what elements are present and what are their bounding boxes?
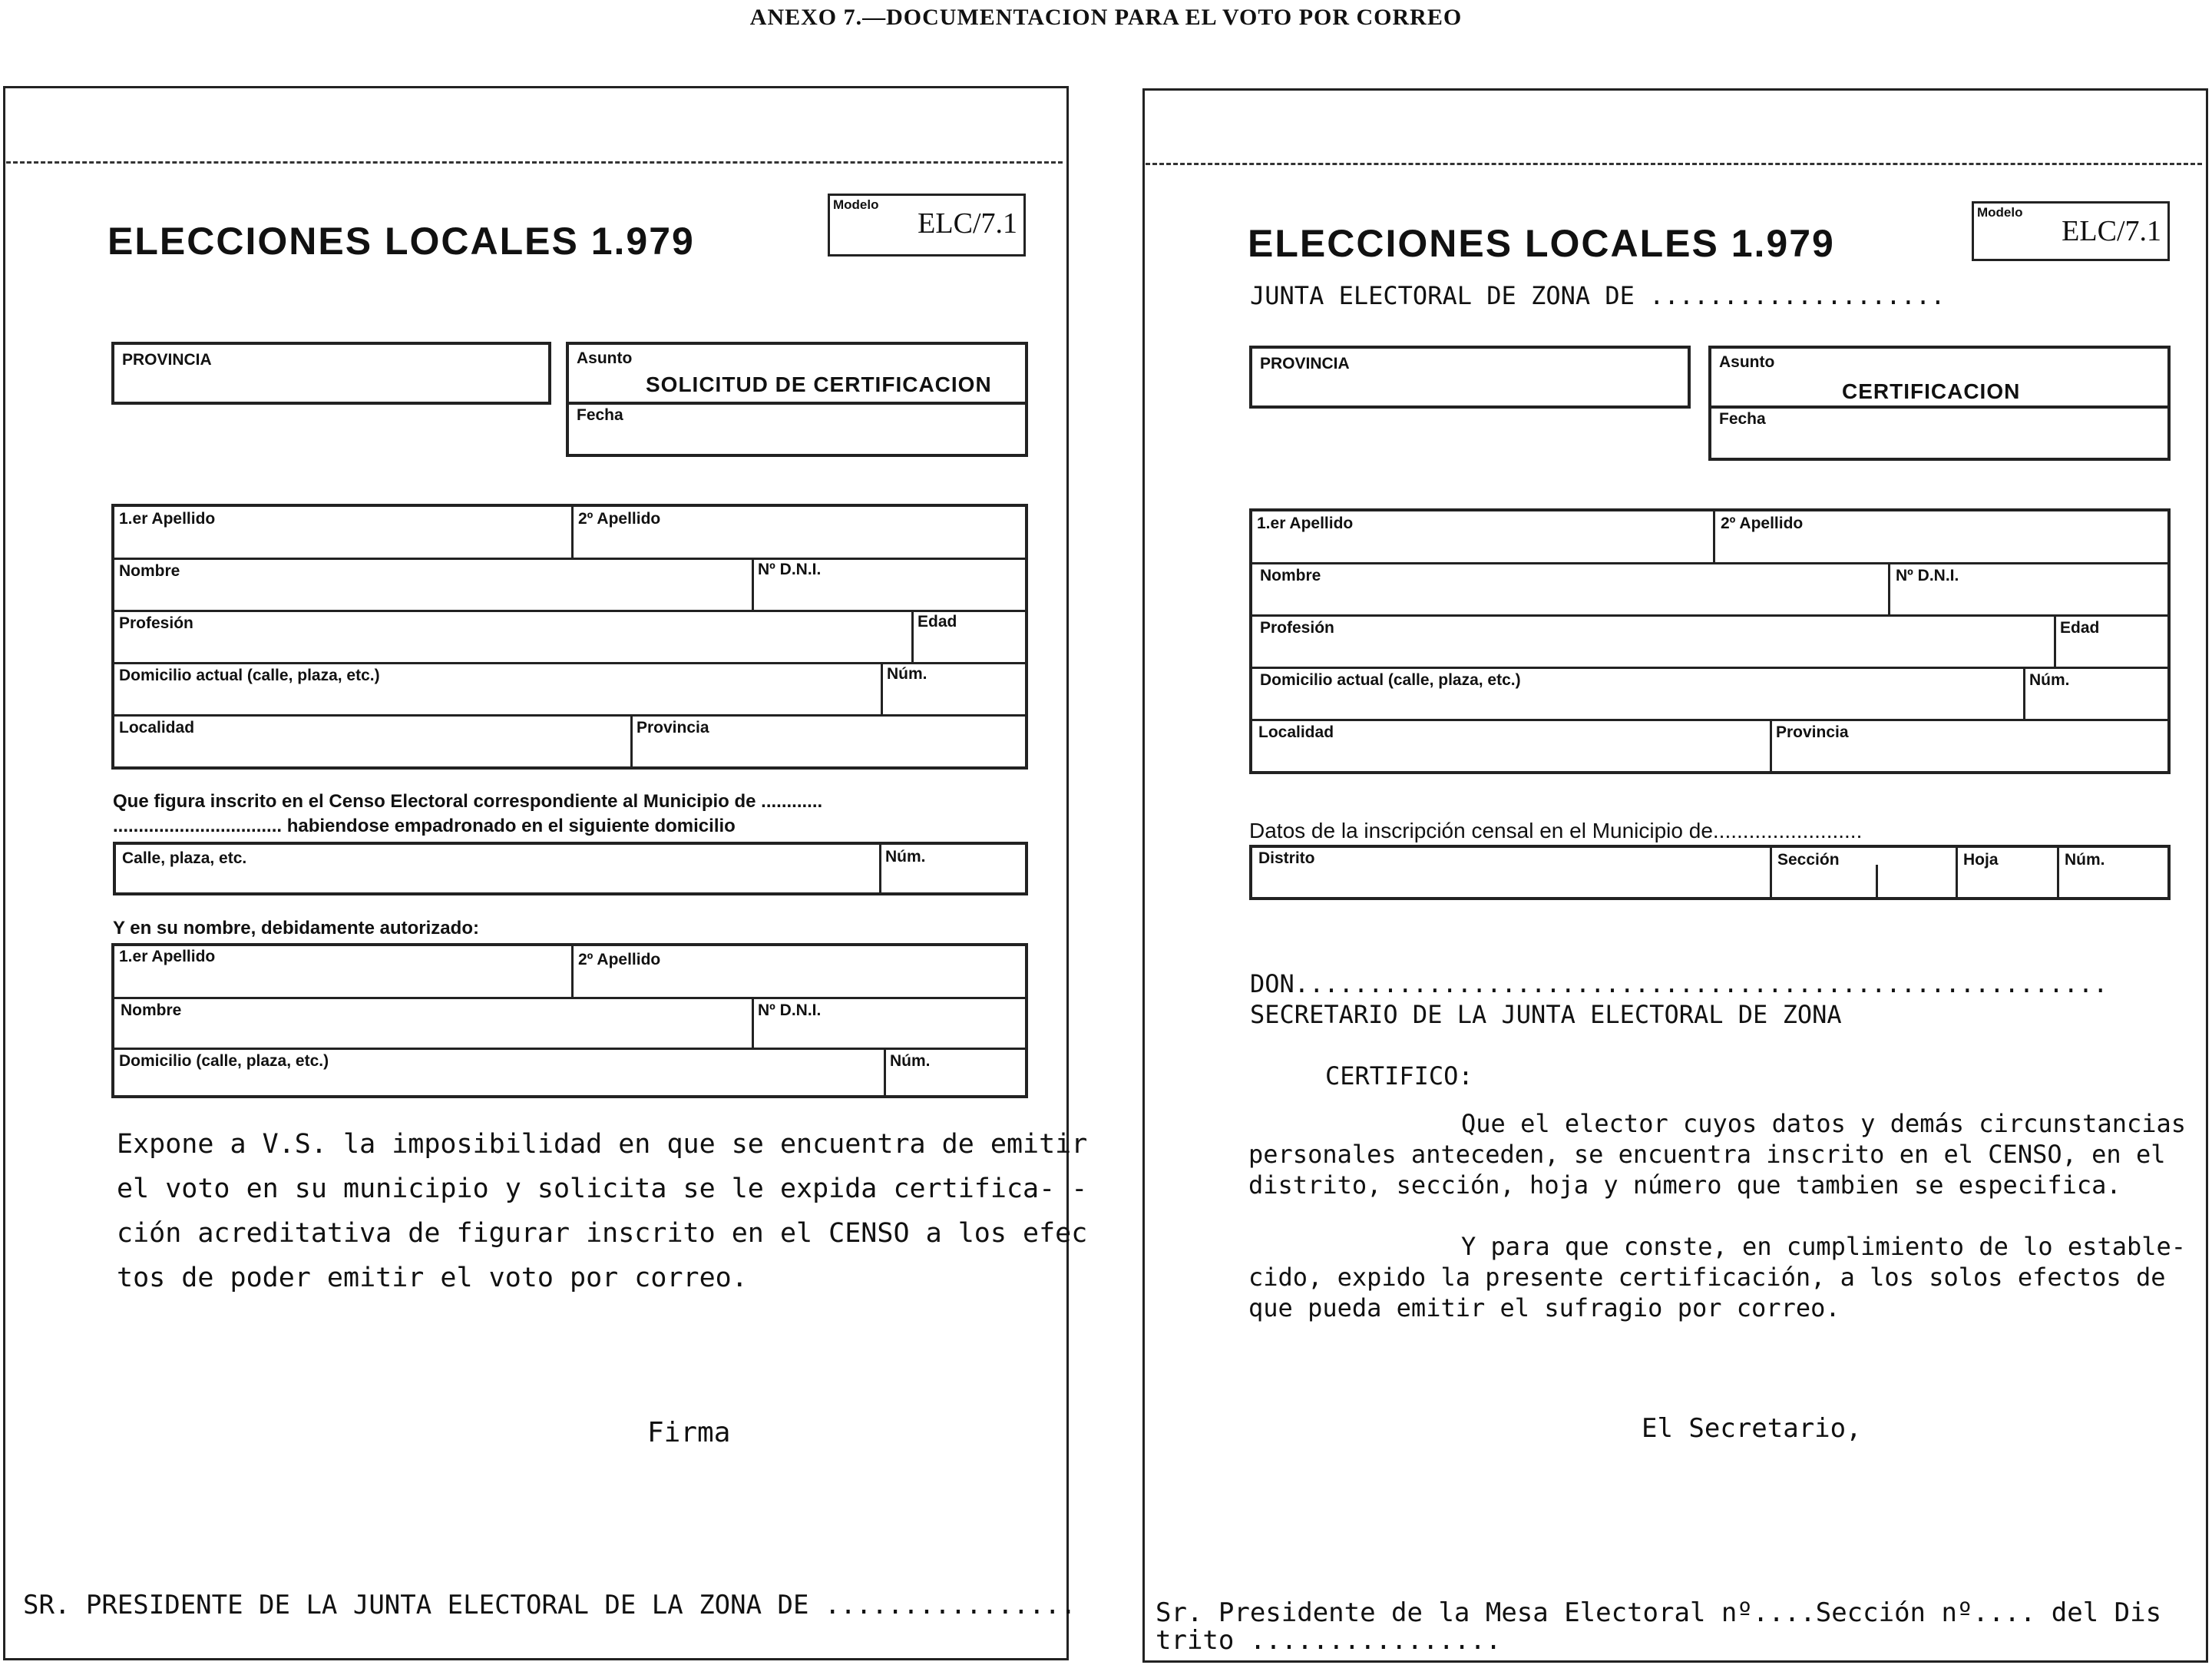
- modelo-box: [1972, 201, 2170, 261]
- num3-label: Núm.: [890, 1052, 931, 1070]
- dnib-label: Nº D.N.I.: [758, 1001, 822, 1019]
- provincia2-label: Provincia: [1776, 723, 1849, 741]
- divider: [881, 662, 883, 714]
- form-heading: ELECCIONES LOCALES 1.979: [107, 220, 695, 263]
- para2-line: que pueda emitir el sufragio por correo.: [1248, 1293, 1840, 1322]
- para2-line: cido, expido la presente certificación, a los solos efectos de: [1248, 1263, 2166, 1292]
- edad-label: Edad: [918, 613, 957, 631]
- edad-label: Edad: [2060, 619, 2100, 637]
- apellido2-label: 2º Apellido: [1721, 515, 1804, 532]
- num2-label: Núm.: [2065, 851, 2105, 869]
- nombre-label: Nombre: [119, 562, 180, 580]
- junta-line: JUNTA ELECTORAL DE ZONA DE ....................: [1250, 281, 1946, 310]
- apellido1-label: 1.er Apellido: [119, 510, 216, 528]
- datos-line: Datos de la inscripción censal en el Municipio de.........................: [1249, 819, 1863, 842]
- asunto-box: [566, 342, 1028, 457]
- divider: [1252, 562, 2167, 564]
- divider: [1956, 848, 1958, 897]
- right-footer-1: Sr. Presidente de la Mesa Electoral nº....Sección nº.... del Dis: [1156, 1597, 2162, 1628]
- modelo-label: Modelo: [833, 197, 879, 212]
- calle-label: Calle, plaza, etc.: [122, 849, 247, 867]
- divider: [114, 714, 1025, 717]
- divider: [114, 558, 1025, 560]
- divider: [884, 1048, 886, 1098]
- expone-line: ción acreditativa de figurar inscrito en el CENSO a los efec: [117, 1218, 1088, 1249]
- censo-line-1: Que figura inscrito en el Censo Electoral correspondiente al Municipio de ............: [113, 791, 823, 812]
- nombreb-label: Nombre: [121, 1001, 182, 1019]
- modelo-value: ELC/7.1: [918, 207, 1017, 240]
- divider: [752, 997, 754, 1048]
- apellido2b-label: 2º Apellido: [578, 951, 661, 968]
- divider: [571, 507, 574, 558]
- provincia-field[interactable]: [111, 342, 551, 405]
- seccion-label: Sección: [1777, 851, 1840, 869]
- divider: [879, 845, 881, 892]
- apellido1b-label: 1.er Apellido: [119, 948, 216, 965]
- dni-label: Nº D.N.I.: [758, 561, 822, 578]
- localidad-label: Localidad: [1258, 723, 1334, 741]
- hoja-label: Hoja: [1963, 851, 1999, 869]
- inscripcion-block: [1249, 845, 2171, 900]
- provincia-label: PROVINCIA: [122, 351, 212, 369]
- divider: [571, 946, 574, 997]
- modelo-label: Modelo: [1977, 205, 2023, 220]
- form-heading: ELECCIONES LOCALES 1.979: [1248, 222, 1835, 265]
- elector-data-block: [111, 504, 1028, 770]
- page-title: ANEXO 7.—DOCUMENTACION PARA EL VOTO POR CORREO: [749, 5, 1463, 30]
- divider: [1770, 719, 1772, 774]
- dni-label: Nº D.N.I.: [1896, 567, 1959, 584]
- expone-line: tos de poder emitir el voto por correo.: [117, 1263, 748, 1293]
- para2-line: Y para que conste, en cumplimiento de lo estable-: [1461, 1232, 2187, 1261]
- divider: [1770, 848, 1772, 897]
- divider: [752, 558, 754, 610]
- domicilio-label: Domicilio actual (calle, plaza, etc.): [119, 667, 380, 684]
- right-footer-2: trito ................: [1156, 1625, 1502, 1656]
- provincia-field[interactable]: [1249, 346, 1691, 409]
- representative-block: [111, 943, 1028, 1098]
- certifico-label: CERTIFICO:: [1325, 1061, 1473, 1091]
- distrito-label: Distrito: [1258, 849, 1315, 867]
- provincia-label: PROVINCIA: [1260, 355, 1350, 372]
- divider: [114, 1048, 1025, 1050]
- asunto-value: SOLICITUD DE CERTIFICACION: [646, 372, 992, 396]
- divider: [1888, 562, 1890, 614]
- divider: [2054, 614, 2056, 667]
- para1-line: personales anteceden, se encuentra inscrito en el CENSO, en el: [1248, 1140, 2166, 1169]
- firma-label: Firma: [647, 1417, 731, 1448]
- secretario-line: SECRETARIO DE LA JUNTA ELECTORAL DE ZONA: [1250, 1000, 1842, 1029]
- divider: [1252, 614, 2167, 617]
- para1-line: Que el elector cuyos datos y demás circunstancias: [1461, 1109, 2187, 1138]
- profesion-label: Profesión: [1260, 619, 1334, 637]
- left-footer: SR. PRESIDENTE DE LA JUNTA ELECTORAL DE LA ZONA DE ................: [23, 1590, 1076, 1620]
- censo-line-2: ................................. habiendose empadronado en el siguiente domicilio: [113, 816, 736, 836]
- divider: [1252, 667, 2167, 669]
- localidad-label: Localidad: [119, 719, 195, 737]
- divider: [1252, 719, 2167, 721]
- asunto-label: Asunto: [1719, 353, 1775, 371]
- asunto-value: CERTIFICACION: [1842, 379, 2021, 403]
- divider: [1713, 511, 1715, 562]
- el-secretario: El Secretario,: [1642, 1413, 1862, 1444]
- num-label: Núm.: [2029, 671, 2070, 689]
- divider: [2057, 848, 2059, 897]
- apellido1-label: 1.er Apellido: [1257, 515, 1354, 532]
- expone-line: Expone a V.S. la imposibilidad en que se encuentra de emitir: [117, 1129, 1088, 1160]
- asunto-box: [1708, 346, 2171, 461]
- modelo-value: ELC/7.1: [2062, 215, 2161, 247]
- cut-line: [1146, 163, 2202, 165]
- expone-line: el voto en su municipio y solicita se le expida certifica- -: [117, 1173, 1088, 1204]
- provincia2-label: Provincia: [636, 719, 709, 737]
- num2-label: Núm.: [885, 848, 926, 866]
- cut-line: [6, 161, 1063, 164]
- profesion-label: Profesión: [119, 614, 193, 632]
- domiciliob-label: Domicilio (calle, plaza, etc.): [119, 1052, 329, 1070]
- modelo-box: [828, 194, 1026, 257]
- asunto-label: Asunto: [577, 349, 633, 367]
- autorizado-text: Y en su nombre, debidamente autorizado:: [113, 918, 479, 938]
- apellido2-label: 2º Apellido: [578, 510, 661, 528]
- domicilio-label: Domicilio actual (calle, plaza, etc.): [1260, 671, 1521, 689]
- divider: [1876, 865, 1878, 900]
- divider: [569, 402, 1025, 405]
- nombre-label: Nombre: [1260, 567, 1321, 584]
- divider: [1711, 405, 2167, 409]
- divider: [2023, 667, 2025, 719]
- divider: [114, 610, 1025, 612]
- calle-field[interactable]: [113, 842, 1028, 895]
- fecha-label: Fecha: [1719, 410, 1766, 428]
- para1-line: distrito, sección, hoja y número que tambien se especifica.: [1248, 1170, 2121, 1200]
- divider: [630, 714, 633, 770]
- num-label: Núm.: [887, 665, 927, 683]
- divider: [911, 610, 914, 662]
- elector-data-block: [1249, 508, 2171, 774]
- don-line: DON.......................................................: [1250, 969, 2108, 998]
- divider: [114, 662, 1025, 664]
- fecha-label: Fecha: [577, 406, 623, 424]
- divider: [114, 997, 1025, 999]
